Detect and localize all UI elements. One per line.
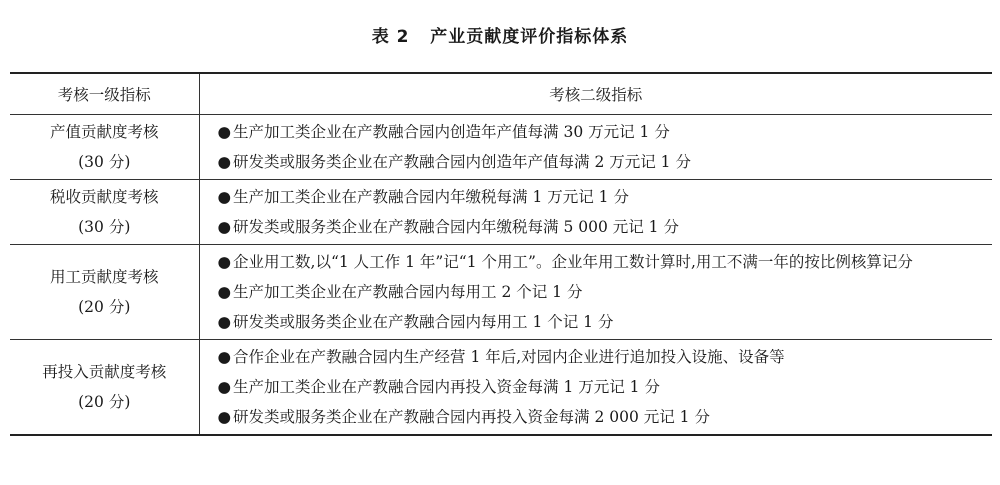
bullet-icon: ● bbox=[217, 282, 232, 301]
table-row bbox=[10, 339, 992, 435]
level2-indicator-cell bbox=[199, 179, 992, 244]
level2-indicator-item bbox=[218, 247, 983, 277]
level1-indicator-name: 用工贡献度考核 bbox=[49, 267, 159, 286]
table-row bbox=[10, 114, 992, 179]
table-caption: 表 2 产业贡献度评价指标体系 bbox=[371, 27, 629, 47]
bullet-icon: ● bbox=[217, 152, 232, 171]
level2-indicator-text: 合作企业在产教融合园内生产经营 1 年后,对园内企业进行追加投入设施、设备等 bbox=[233, 347, 785, 366]
level2-indicator-cell bbox=[199, 114, 992, 179]
level2-indicator-item bbox=[218, 147, 983, 177]
level1-indicator-cell bbox=[10, 179, 199, 244]
level2-indicator-text: 生产加工类企业在产教融合园内每用工 2 个记 1 分 bbox=[233, 282, 583, 301]
bullet-icon: ● bbox=[217, 217, 232, 236]
header-level1: 考核一级指标 bbox=[10, 73, 199, 114]
level1-indicator-name: 税收贡献度考核 bbox=[49, 187, 159, 206]
level1-indicator-score: (30 分) bbox=[78, 152, 131, 171]
level1-indicator-score: (20 分) bbox=[78, 392, 131, 411]
level1-indicator-score: (20 分) bbox=[78, 297, 131, 316]
table-row bbox=[10, 244, 992, 339]
bullet-icon: ● bbox=[217, 377, 232, 396]
level2-indicator-text: 研发类或服务类企业在产教融合园内每用工 1 个记 1 分 bbox=[233, 312, 614, 331]
level2-indicator-item bbox=[218, 182, 983, 212]
level1-indicator-cell bbox=[10, 244, 199, 339]
level2-indicator-text: 企业用工数,以“1 人工作 1 年”记“1 个用工”。企业年用工数计算时,用工不满一年的按比例核算记分 bbox=[233, 252, 913, 271]
level2-indicator-item bbox=[218, 307, 983, 337]
evaluation-index-table bbox=[10, 72, 992, 436]
table-row bbox=[10, 179, 992, 244]
bullet-icon: ● bbox=[217, 347, 232, 366]
level2-indicator-cell bbox=[199, 339, 992, 435]
bullet-icon: ● bbox=[217, 407, 232, 426]
level2-indicator-item bbox=[218, 372, 983, 402]
level2-indicator-text: 生产加工类企业在产教融合园内年缴税每满 1 万元记 1 分 bbox=[233, 187, 629, 206]
level2-indicator-text: 生产加工类企业在产教融合园内再投入资金每满 1 万元记 1 分 bbox=[233, 377, 660, 396]
level2-indicator-text: 研发类或服务类企业在产教融合园内再投入资金每满 2 000 元记 1 分 bbox=[233, 407, 710, 426]
bullet-icon: ● bbox=[217, 187, 232, 206]
level1-indicator-score: (30 分) bbox=[78, 217, 131, 236]
level2-indicator-text: 研发类或服务类企业在产教融合园内年缴税每满 5 000 元记 1 分 bbox=[233, 217, 679, 236]
level2-indicator-item bbox=[218, 212, 983, 242]
level2-indicator-item bbox=[218, 402, 983, 432]
level1-indicator-cell bbox=[10, 114, 199, 179]
level1-indicator-name: 再投入贡献度考核 bbox=[42, 362, 167, 381]
level2-indicator-item bbox=[218, 342, 983, 372]
level1-indicator-cell bbox=[10, 339, 199, 435]
bullet-icon: ● bbox=[217, 252, 232, 271]
header-level2: 考核二级指标 bbox=[199, 73, 992, 114]
bullet-icon: ● bbox=[217, 312, 232, 331]
level2-indicator-item bbox=[218, 277, 983, 307]
table-body bbox=[10, 114, 992, 435]
level2-indicator-text: 生产加工类企业在产教融合园内创造年产值每满 30 万元记 1 分 bbox=[233, 122, 670, 141]
table-header-row bbox=[10, 73, 992, 114]
bullet-icon: ● bbox=[217, 122, 232, 141]
level2-indicator-cell bbox=[199, 244, 992, 339]
level2-indicator-text: 研发类或服务类企业在产教融合园内创造年产值每满 2 万元记 1 分 bbox=[233, 152, 691, 171]
level2-indicator-item bbox=[218, 117, 983, 147]
level1-indicator-name: 产值贡献度考核 bbox=[49, 122, 159, 141]
